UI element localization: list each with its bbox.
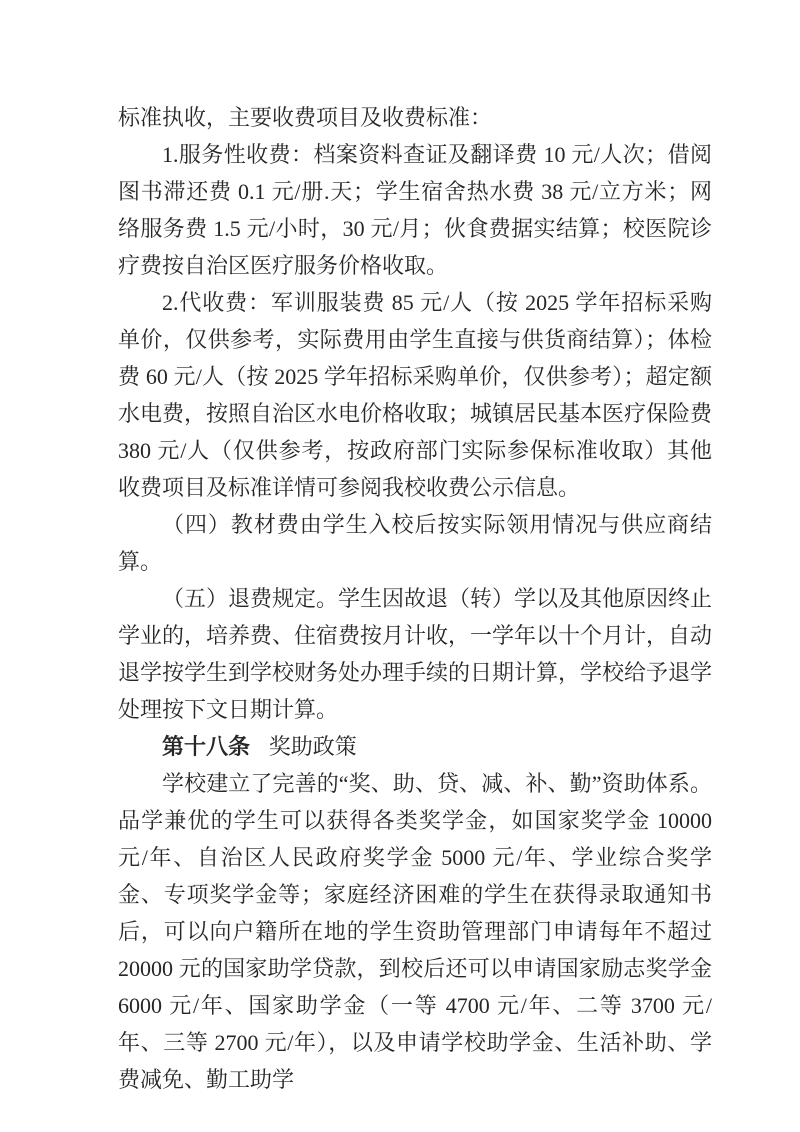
- para-service-fees: [118, 136, 712, 284]
- para-article-18-heading: [118, 728, 712, 765]
- para-collection-fees: [118, 284, 712, 506]
- para-textbook-fee: [118, 506, 712, 580]
- para-financial-aid-system: [118, 765, 712, 1098]
- para-refund-rules: [118, 580, 712, 728]
- para-fee-standard-continuation-run-0: 标准执收，主要收费项目及收费标准：: [118, 105, 493, 130]
- para-refund-rules-run-0: （五）退费规定。学生因故退（转）学以及其他原因终止学业的，培养费、住宿费按月计收，一学年以十个月计，自动退学按学生到学校财务处办理手续的日期计算，学校给予退学处理按下文日期计算。: [118, 586, 713, 722]
- para-service-fees-run-0: 1.服务性收费：档案资料查证及翻译费 10 元/人次；借阅图书滞还费 0.1 元/册.天；学生宿舍热水费 38 元/立方米；网络服务费 1.5 元/小时，30 元/月；伙食费据实结算；校医院诊疗费按自治区医疗服务价格收取。: [118, 142, 712, 278]
- para-textbook-fee-run-0: （四）教材费由学生入校后按实际领用情况与供应商结算。: [118, 512, 712, 574]
- para-collection-fees-run-0: 2.代收费：军训服装费 85 元/人（按 2025 学年招标采购单价，仅供参考，实际费用由学生直接与供货商结算）；体检费 60 元/人（按 2025 学年招标采购单价，仅供参考）；超定额水电费，按照自治区水电价格收取；城镇居民基本医疗保险费 380 元/人（仅供参考，按政府部门实际参保标准收取）其他收费项目及标准详情可参阅我校收费公示信息。: [118, 290, 713, 500]
- para-financial-aid-system-run-0: 学校建立了完善的“奖、助、贷、减、补、勤”资助体系。品学兼优的学生可以获得各类奖学金，如国家奖学金 10000 元/年、自治区人民政府奖学金 5000 元/年、学业综合奖学金、专项奖学金等；家庭经济困难的学生在获得录取通知书后，可以向户籍所在地的学生资助管理部门申请每年不超过 20000 元的国家助学贷款，到校后还可以申请国家励志奖学金 6000 元/年、国家助学金（一等 4700 元/年、二等 3700 元/年、三等 2700 元/年），以及申请学校助学金、生活补助、学费减免、勤工助学: [118, 771, 712, 1092]
- para-fee-standard-continuation: [118, 99, 712, 136]
- para-article-18-heading-run-1: 奖助政策: [268, 734, 357, 759]
- para-article-18-heading-run-0: 第十八条: [162, 734, 251, 759]
- document-text-body: [118, 99, 712, 1098]
